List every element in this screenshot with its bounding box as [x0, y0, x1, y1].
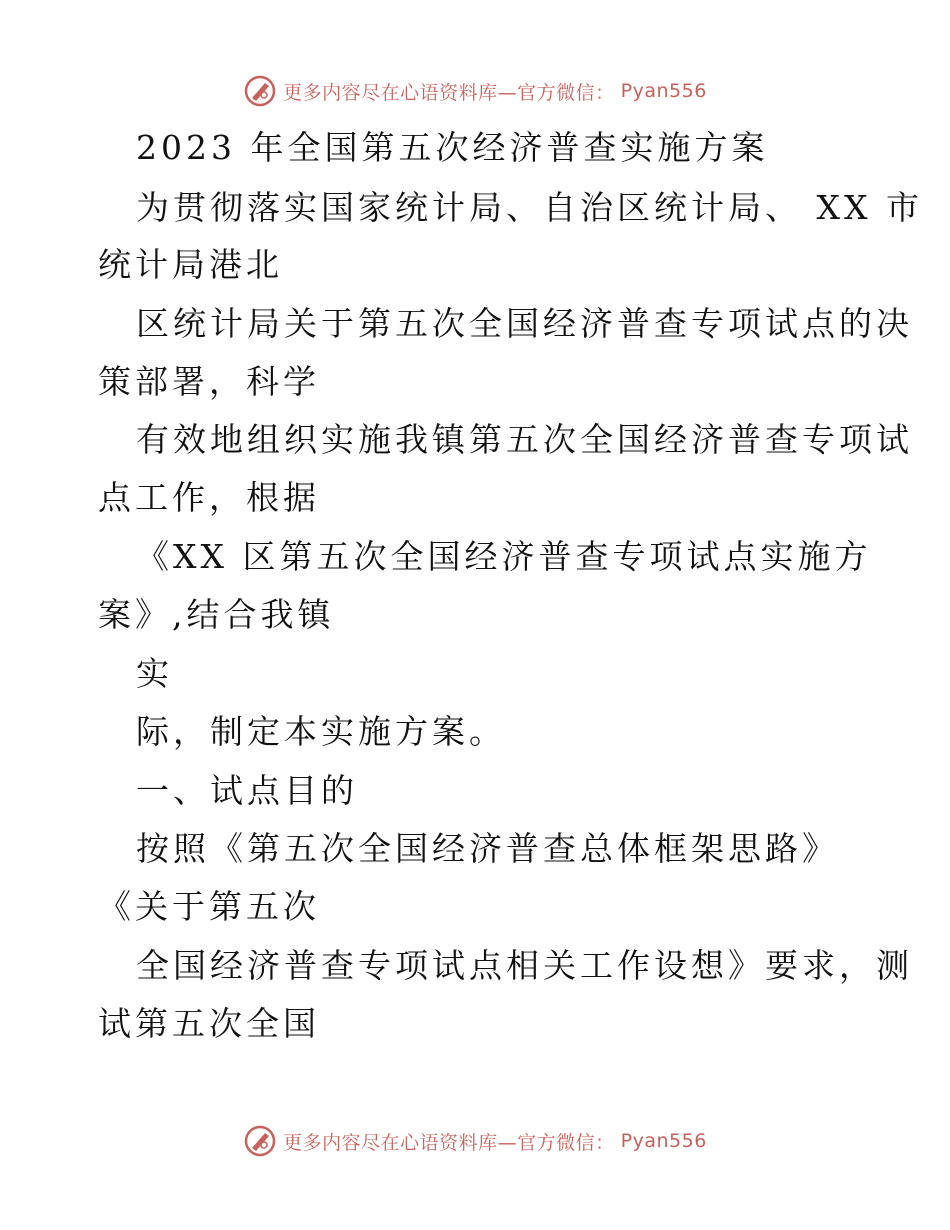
body-line: 实 [136, 654, 173, 693]
body-line: 际，制定本实施方案。 [136, 712, 506, 751]
watermark-text: 更多内容尽在心语资料库—官方微信： [283, 81, 615, 104]
footer-watermark [0, 1124, 950, 1158]
body-line: 点工作，根据 [98, 478, 320, 517]
body-line: 试第五次全国 [98, 1004, 320, 1043]
body-line: 按照《第五次全国经济普查总体框架思路》 [136, 829, 839, 868]
watermark-account: Pyan556 [620, 1130, 707, 1152]
body-line: 案》,结合我镇 [98, 595, 335, 634]
body-line: 区统计局关于第五次全国经济普查专项试点的决 [136, 304, 913, 343]
body-line: 策部署，科学 [98, 362, 320, 401]
body-line: 《XX 区第五次全国经济普查专项试点实施方 [136, 537, 872, 576]
watermark-account: Pyan556 [620, 80, 707, 102]
section-heading: 一、试点目的 [136, 771, 358, 810]
body-line: 《关于第五次 [98, 887, 320, 926]
body-line: 有效地组织实施我镇第五次全国经济普查专项试 [136, 420, 913, 459]
pen-seal-icon [243, 1124, 277, 1158]
header-watermark [0, 74, 950, 108]
document-title: 2023 年全国第五次经济普查实施方案 [136, 128, 769, 167]
body-line: 全国经济普查专项试点相关工作设想》要求，测 [136, 946, 913, 985]
body-line: 统计局港北 [98, 245, 283, 284]
body-line: 为贯彻落实国家统计局、自治区统计局、 XX 市 [136, 188, 923, 227]
pen-seal-icon [243, 74, 277, 108]
watermark-text: 更多内容尽在心语资料库—官方微信： [283, 1131, 615, 1154]
